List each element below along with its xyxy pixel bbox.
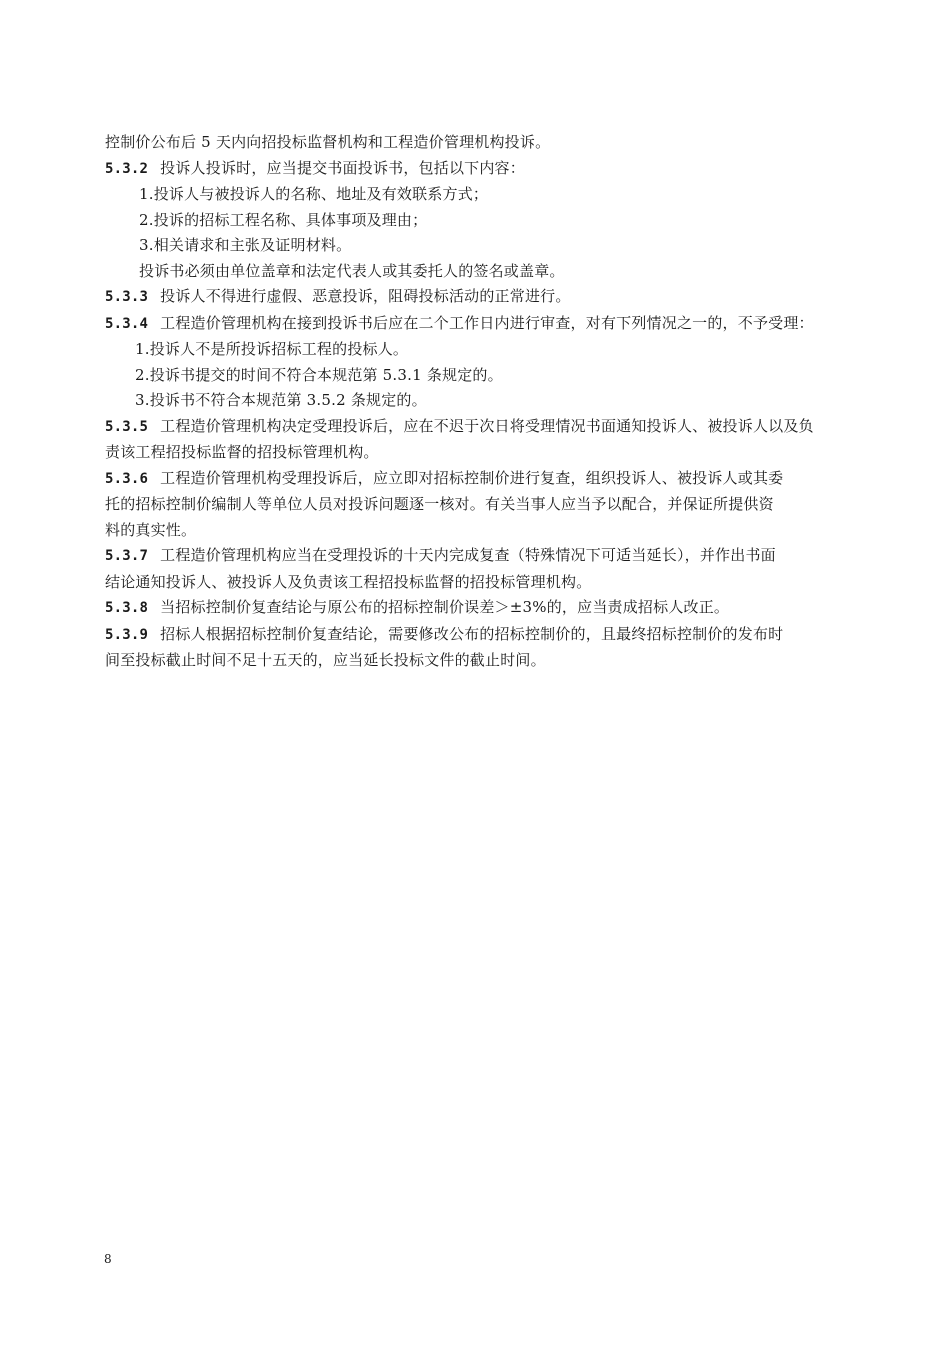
clause-text: 工程造价管理机构受理投诉后，应立即对招标控制价进行复查，组织投诉人、被投诉人或其委 bbox=[160, 468, 784, 487]
clause-5-3-8 bbox=[105, 595, 865, 622]
clause-text: 投诉人不得进行虚假、恶意投诉，阻碍投标活动的正常进行。 bbox=[160, 287, 571, 305]
clause-number: 5.3.7 bbox=[105, 548, 149, 564]
list-item: 1.投诉人与被投诉人的名称、地址及有效联系方式； bbox=[139, 185, 489, 203]
clause-number: 5.3.4 bbox=[105, 315, 149, 332]
clause-text-continuation: 料的真实性。 bbox=[105, 520, 197, 539]
clause-5-3-3 bbox=[105, 284, 865, 311]
clause-text-continuation: 托的招标控制价编制人等单位人员对投诉问题逐一核对。有关当事人应当予以配合，并保证所提供资 bbox=[105, 495, 774, 513]
list-item: 3.投诉书不符合本规范第 3.5.2 条规定的。 bbox=[135, 391, 427, 409]
clause-text: 招标人根据招标控制价复查结论，需要修改公布的招标控制价的，且最终招标控制价的发布时 bbox=[160, 624, 784, 643]
clause-number: 5.3.8 bbox=[105, 600, 149, 616]
clause-number: 5.3.3 bbox=[105, 289, 149, 305]
clause-number: 5.3.9 bbox=[105, 626, 149, 643]
clause-5-3-5 bbox=[105, 414, 865, 441]
clause-number: 5.3.5 bbox=[105, 418, 149, 435]
clause-5-3-2 bbox=[105, 156, 865, 183]
clause-5-3-6 bbox=[105, 466, 865, 493]
clause-text: 工程造价管理机构应当在受理投诉的十天内完成复查（特殊情况下可适当延长），并作出书面 bbox=[160, 546, 776, 564]
list-item: 2.投诉书提交的时间不符合本规范第 5.3.1 条规定的。 bbox=[135, 365, 503, 384]
document-body bbox=[105, 130, 865, 674]
clause-text-continuation: 结论通知投诉人、被投诉人及负责该工程招投标监督的招投标管理机构。 bbox=[105, 572, 592, 591]
list-item: 2.投诉的招标工程名称、具体事项及理由； bbox=[139, 210, 428, 229]
clause-text-continuation: 间至投标截止时间不足十五天的，应当延长投标文件的截止时间。 bbox=[105, 651, 546, 669]
clause-text: 工程造价管理机构在接到投诉书后应在二个工作日内进行审查，对有下列情况之一的，不予受理： bbox=[160, 313, 814, 332]
clause-5-3-7 bbox=[105, 543, 865, 570]
clause-text-continuation: 责该工程招投标监督的招投标管理机构。 bbox=[105, 443, 379, 461]
paragraph-continuation: 控制价公布后 5 天内向招投标监督机构和工程造价管理机构投诉。 bbox=[105, 133, 551, 151]
page-number: 8 bbox=[104, 1252, 112, 1266]
clause-text: 当招标控制价复查结论与原公布的招标控制价误差＞±3%的，应当责成招标人改正。 bbox=[160, 598, 730, 616]
clause-number: 5.3.2 bbox=[105, 160, 149, 177]
list-note: 投诉书必须由单位盖章和法定代表人或其委托人的签名或盖章。 bbox=[139, 261, 565, 280]
clause-5-3-4 bbox=[105, 311, 865, 338]
clause-number: 5.3.6 bbox=[105, 470, 149, 487]
clause-text: 工程造价管理机构决定受理投诉后，应在不迟于次日将受理情况书面通知投诉人、被投诉人以及负 bbox=[160, 416, 814, 435]
clause-5-3-9 bbox=[105, 622, 865, 649]
list-item: 1.投诉人不是所投诉招标工程的投标人。 bbox=[135, 340, 409, 358]
clause-text: 投诉人投诉时，应当提交书面投诉书，包括以下内容： bbox=[160, 158, 525, 177]
list-item: 3.相关请求和主张及证明材料。 bbox=[139, 236, 352, 254]
